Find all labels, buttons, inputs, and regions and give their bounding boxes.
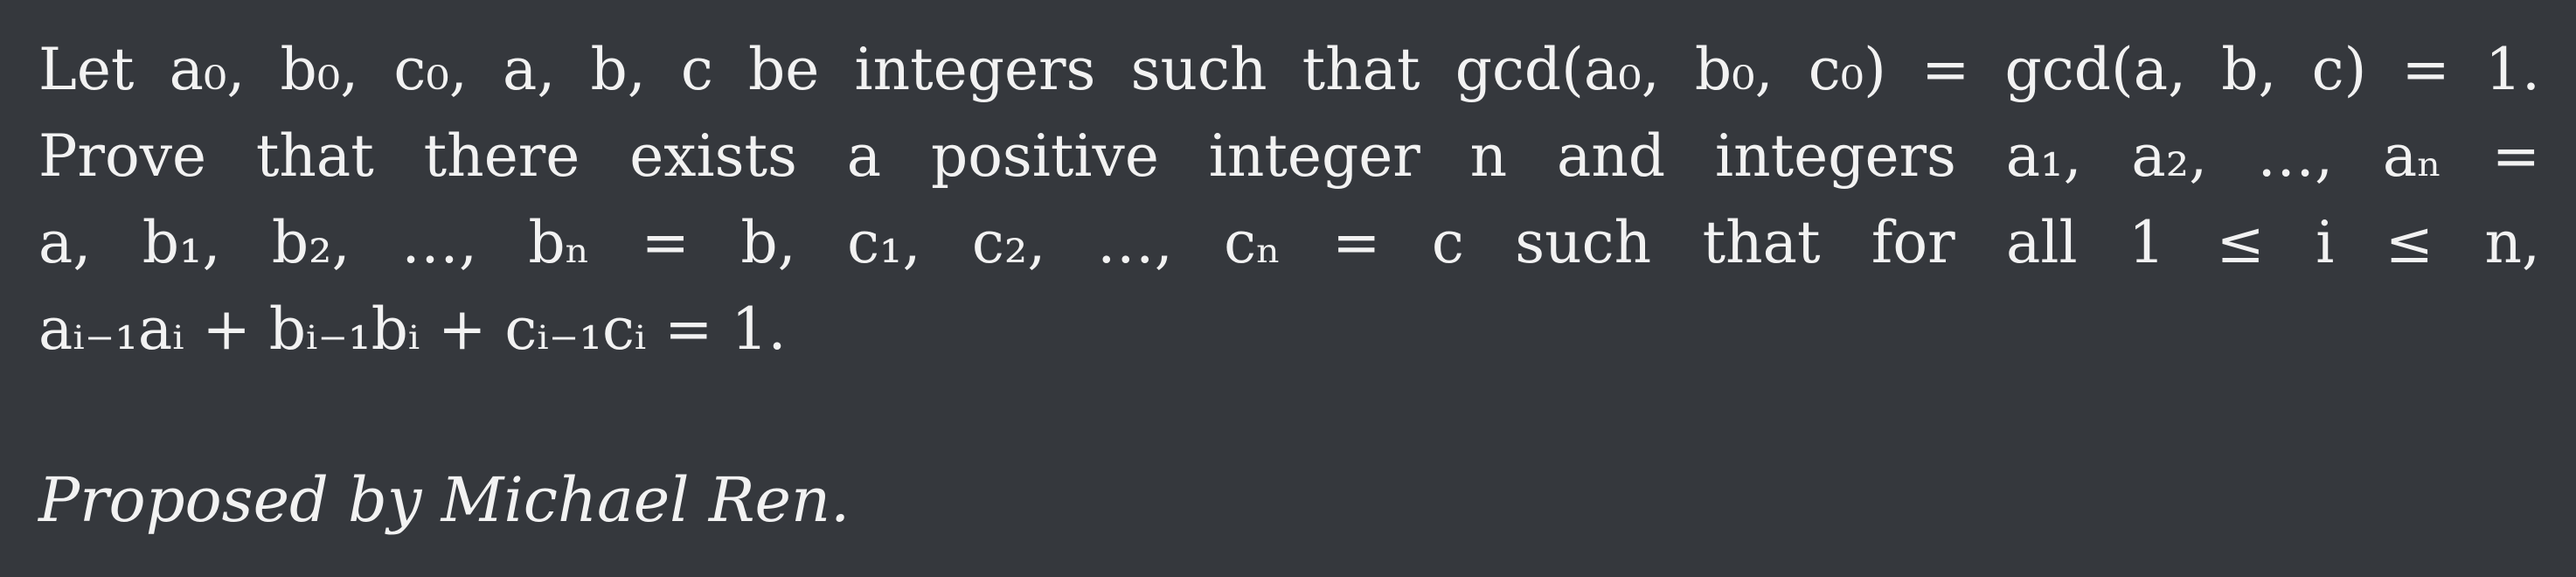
author-credit: Proposed by Michael Ren. [38,464,851,536]
problem-line-3: a, b₁, b₂, …, bₙ = b, c₁, c₂, …, cₙ = c such that for all 1 ≤ i ≤ n, [38,209,2540,276]
problem-line-2: Prove that there exists a positive integer n and integers a₁, a₂, …, aₙ = [38,122,2540,190]
problem-line-4: aᵢ₋₁aᵢ + bᵢ₋₁bᵢ + cᵢ₋₁cᵢ = 1. [38,295,787,363]
problem-line-1: Let a₀, b₀, c₀, a, b, c be integers such that gcd(a₀, b₀, c₀) = gcd(a, b, c) = 1. [38,36,2540,103]
problem-statement [38,26,2540,372]
